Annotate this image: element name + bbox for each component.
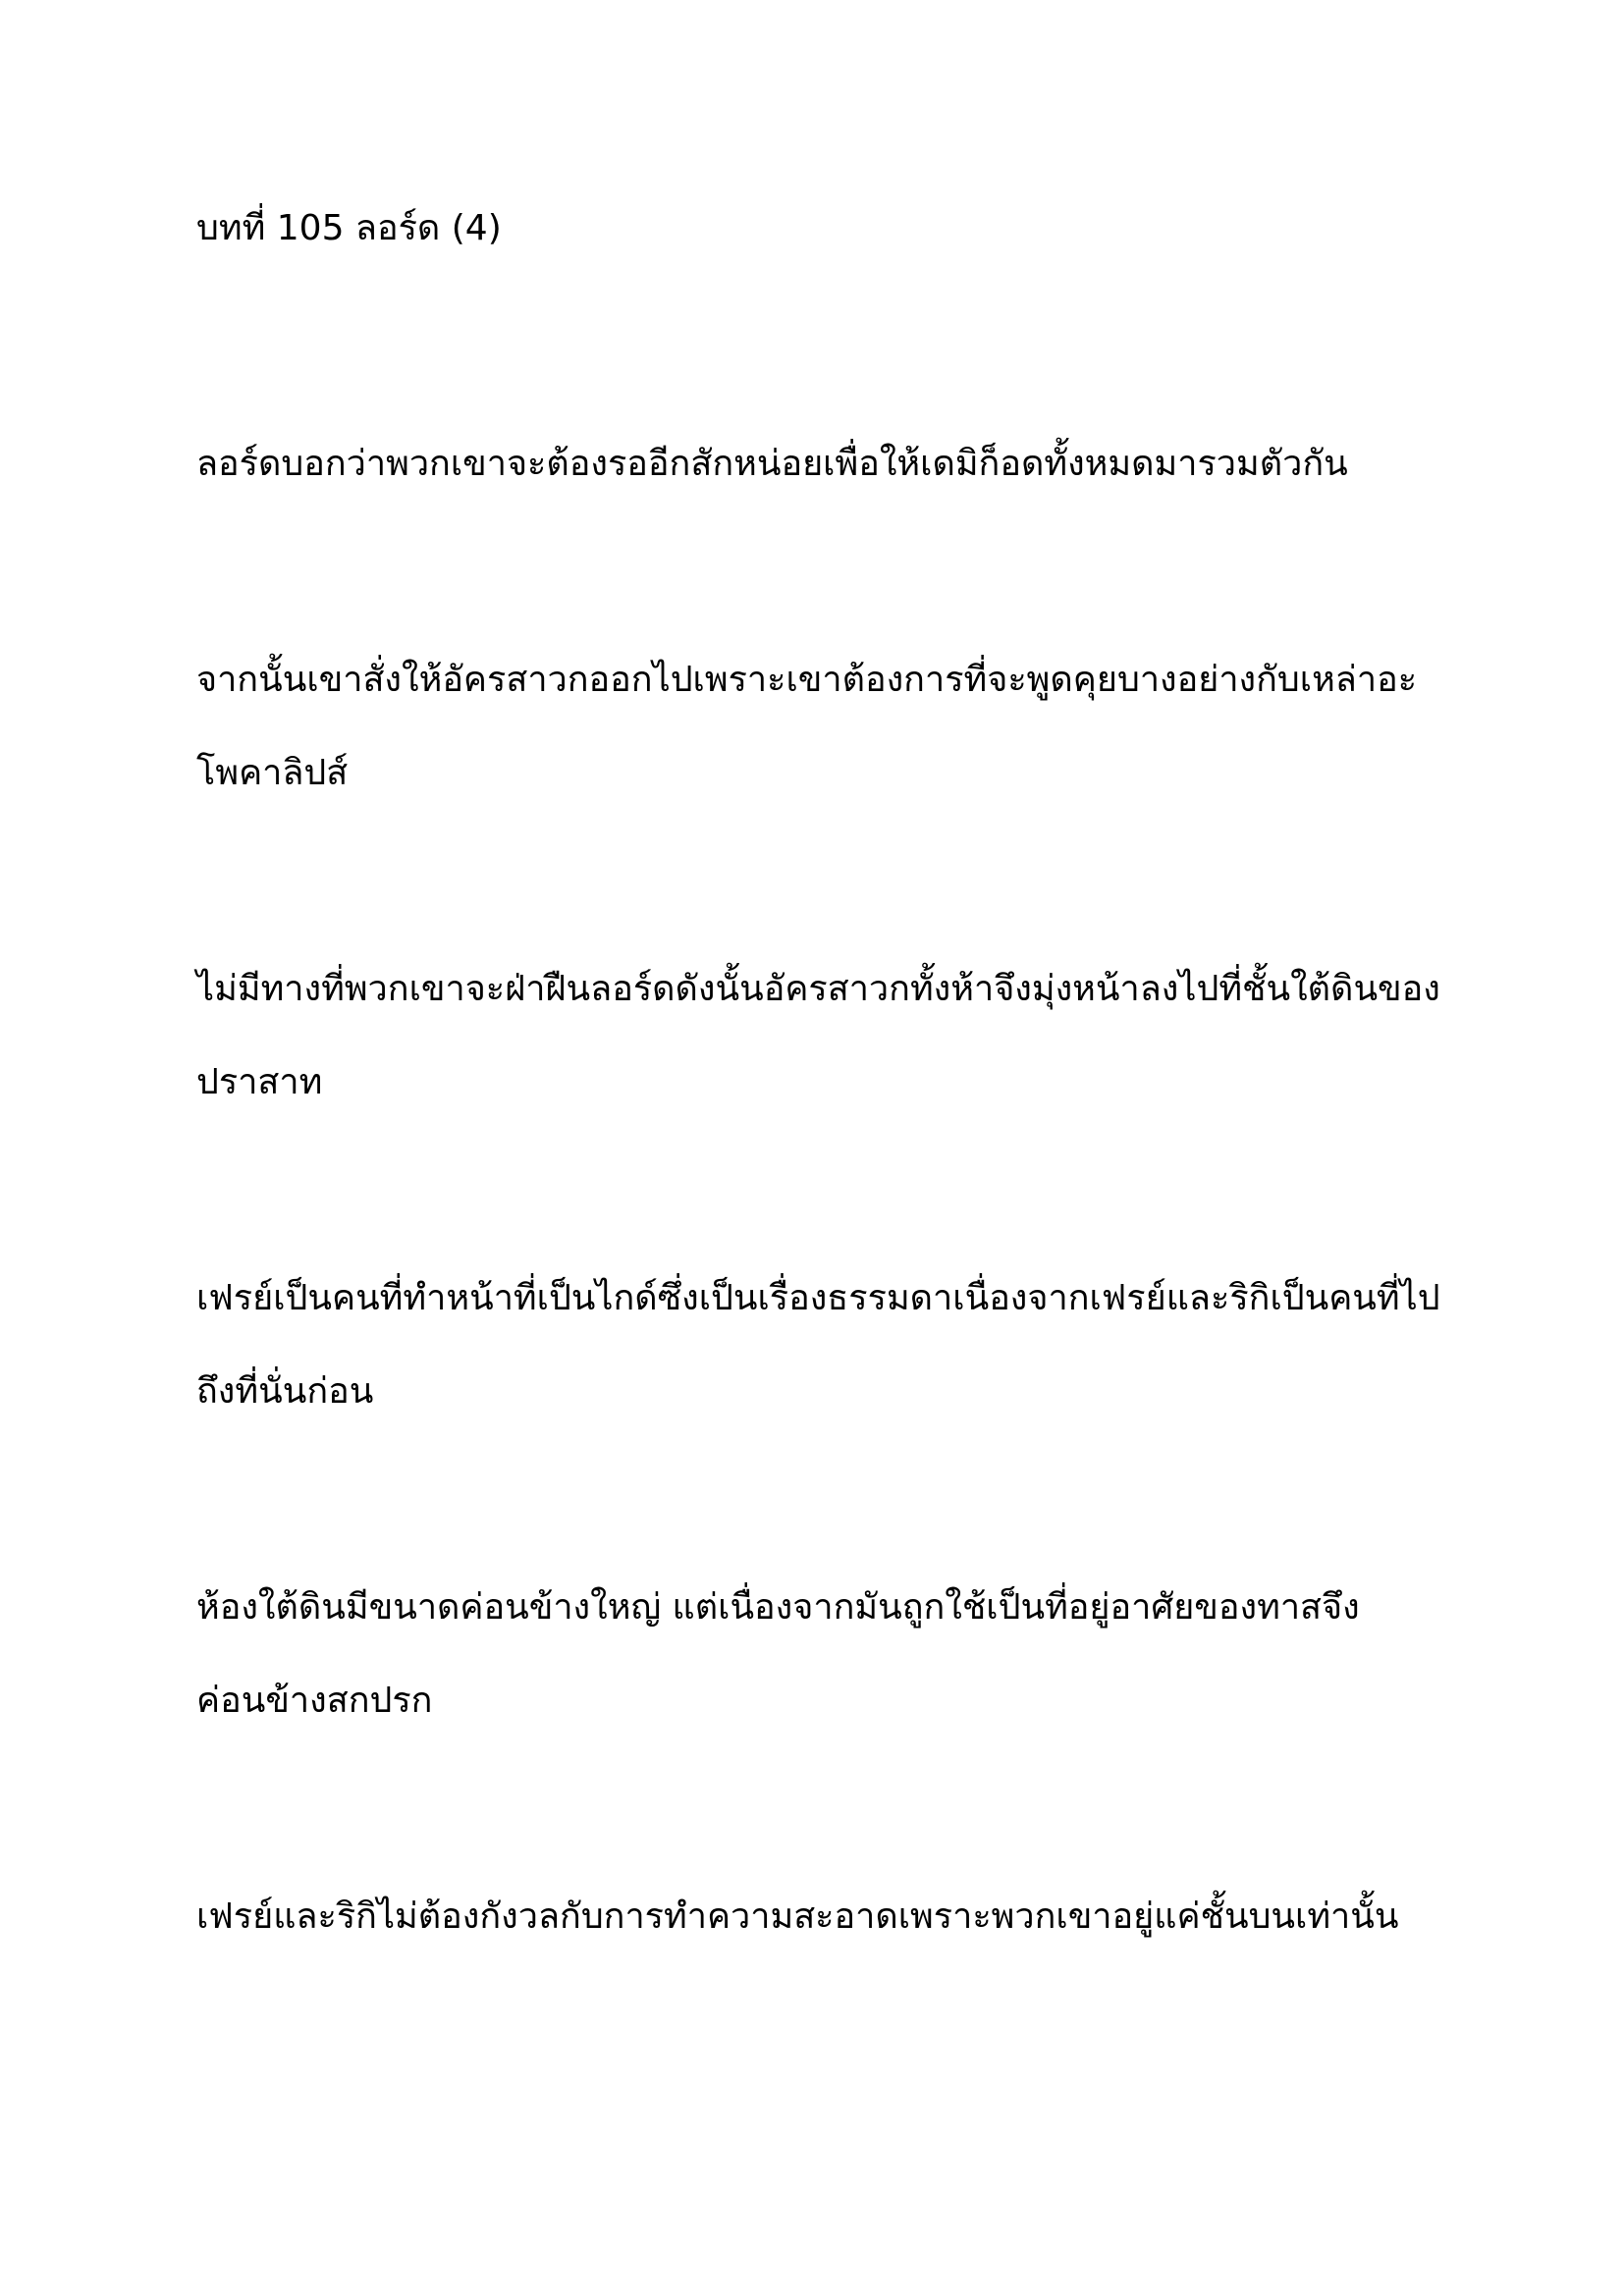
paragraph-4-line-1: เฟรย์เป็นคนที่ทำหน้าที่เป็นไกด์ซึ่งเป็นเรื่องธรรมดาเนื่องจากเฟรย์และริกิเป็นคนที่ไป	[196, 1278, 1440, 1318]
paragraph-3-line-1: ไม่มีทางที่พวกเขาจะฝ่าฝืนลอร์ดดังนั้นอัครสาวกทั้งห้าจึงมุ่งหน้าลงไปที่ชั้นใต้ดินของ	[196, 969, 1440, 1009]
chapter-title: บทที่ 105 ลอร์ด (4)	[196, 208, 502, 248]
paragraph-5-line-2: ค่อนข้างสกปรก	[196, 1681, 433, 1721]
paragraph-2-line-2: โพคาลิปส์	[196, 753, 349, 793]
paragraph-5-line-1: ห้องใต้ดินมีขนาดค่อนข้างใหญ่ แต่เนื่องจากมันถูกใช้เป็นที่อยู่อาศัยของทาสจึง	[196, 1587, 1360, 1628]
paragraph-4-line-2: ถึงที่นั่นก่อน	[196, 1371, 374, 1412]
paragraph-2-line-1: จากนั้นเขาสั่งให้อัครสาวกออกไปเพราะเขาต้องการที่จะพูดคุยบางอย่างกับเหล่าอะ	[196, 660, 1418, 700]
paragraph-6-line-1: เฟรย์และริกิไม่ต้องกังวลกับการทำความสะอาดเพราะพวกเขาอยู่แค่ชั้นบนเท่านั้น	[196, 1896, 1399, 1937]
paragraph-1-line-1: ลอร์ดบอกว่าพวกเขาจะต้องรออีกสักหน่อยเพื่อให้เดมิก็อดทั้งหมดมารวมตัวกัน	[196, 444, 1348, 484]
paragraph-3-line-2: ปราสาท	[196, 1062, 323, 1102]
